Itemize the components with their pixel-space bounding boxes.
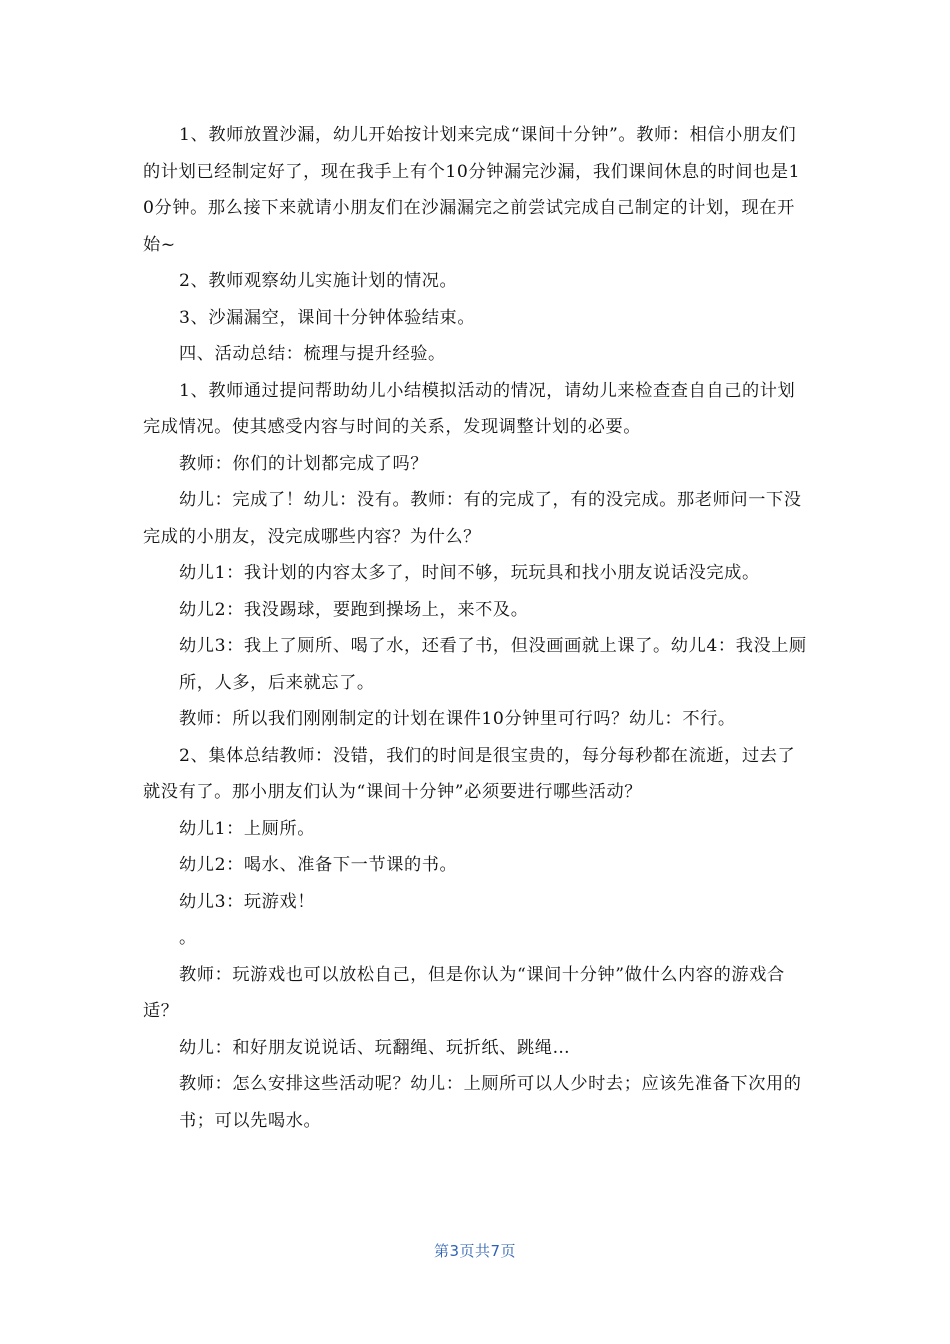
paragraph-16: 。	[179, 928, 197, 948]
paragraph-17: 教师：玩游戏也可以放松自己，但是你认为“课间十分钟”做什么内容的游戏合适？	[143, 964, 785, 1021]
paragraph-18: 幼儿：和好朋友说说话、玩翻绳、玩折纸、跳绳…	[179, 1037, 571, 1058]
paragraph-11: 教师：所以我们刚刚制定的计划在课件10分钟里可行吗？幼儿：不行。	[179, 709, 736, 729]
paragraph-7: 幼儿：完成了！幼儿：没有。教师：有的完成了，有的没完成。那老师问一下没完成的小朋友，没完成哪些内容？为什么？	[143, 490, 802, 547]
paragraph-9: 幼儿2：我没踢球，要跑到操场上，来不及。	[179, 599, 529, 620]
paragraph-19: 教师：怎么安排这些活动呢？幼儿：上厕所可以人少时去；应该先准备下次用的书；可以先喝水。	[179, 1074, 802, 1131]
section-heading: 四、活动总结：梳理与提升经验。	[179, 344, 446, 364]
paragraph-14: 幼儿2：喝水、准备下一节课的书。	[179, 855, 458, 875]
paragraph-8: 幼儿1：我计划的内容太多了，时间不够，玩玩具和找小朋友说话没完成。	[179, 563, 760, 583]
paragraph-3: 3、沙漏漏空，课间十分钟体验结束。	[179, 307, 476, 328]
paragraph-13: 幼儿1：上厕所。	[179, 818, 316, 839]
document-body	[143, 117, 809, 1139]
page-number-footer: 第3页共7页	[433, 1242, 517, 1260]
paragraph-10: 幼儿3：我上了厕所、喝了水，还看了书，但没画画就上课了。幼儿4：我没上厕所，人多，后来就忘了。	[179, 636, 807, 693]
paragraph-15: 幼儿3：玩游戏！	[179, 891, 316, 912]
paragraph-2: 2、教师观察幼儿实施计划的情况。	[179, 271, 458, 291]
paragraph-1: 1、教师放置沙漏，幼儿开始按计划来完成“课间十分钟”。教师：相信小朋友们的计划已经制定好了，现在我手上有个10分钟漏完沙漏，我们课间休息的时间也是10分钟。那么接下来就请小朋友们在沙漏漏完之前尝试完成自己制定的计划，现在开始~	[143, 125, 801, 255]
paragraph-12: 2、集体总结教师：没错，我们的时间是很宝贵的，每分每秒都在流逝，过去了就没有了。那小朋友们认为“课间十分钟”必须要进行哪些活动？	[143, 745, 796, 802]
paragraph-6: 教师：你们的计划都完成了吗？	[179, 453, 429, 474]
paragraph-5: 1、教师通过提问帮助幼儿小结模拟活动的情况，请幼儿来检查查自自己的计划完成情况。使其感受内容与时间的关系，发现调整计划的必要。	[143, 380, 796, 437]
